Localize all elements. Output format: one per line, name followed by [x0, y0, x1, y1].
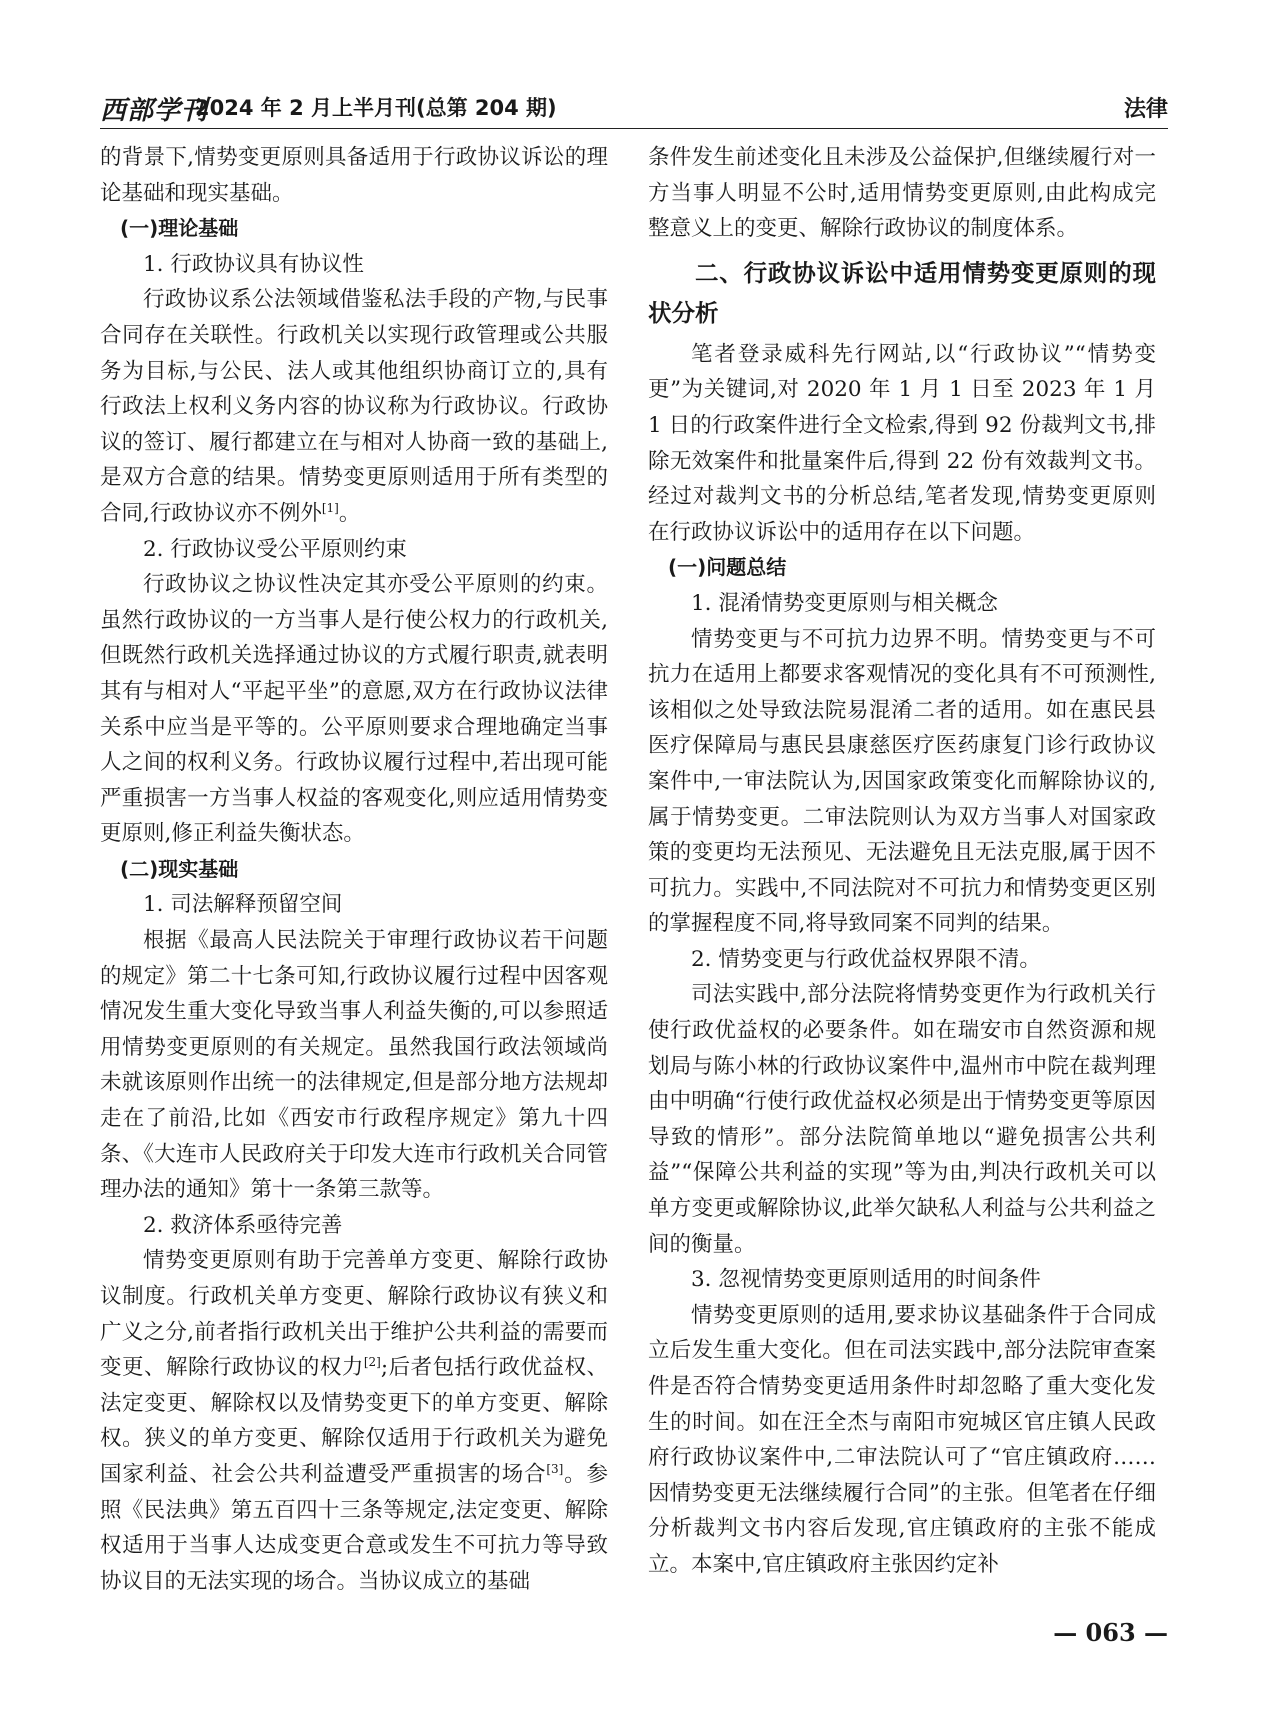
paragraph-continued: 条件发生前述变化且未涉及公益保护,但继续履行对一方当事人明显不公时,适用情势变更原则,由此构成完整意义上的变更、解除行政协议的制度体系。: [648, 145, 1156, 242]
sub-subheading: 1. 司法解释预留空间: [143, 892, 343, 918]
paragraph-text: 。参照《民法典》第五百四十三条等规定,法定变更、解除权适用于当事人达成变更合意或发生不可抗力等导致协议目的无法实现的场合。当协议成立的基础: [100, 1461, 608, 1594]
subsection-heading: (二)现实基础: [120, 856, 239, 881]
sub-subheading: 2. 救济体系亟待完善: [143, 1212, 343, 1238]
issue-info: 2024 年 2 月上半月刊(总第 204 期): [195, 96, 557, 120]
subsection-heading: (一)问题总结: [668, 555, 787, 580]
page-number: — 063 —: [1053, 1618, 1168, 1647]
right-column: [648, 140, 1156, 1583]
paragraph: [100, 282, 608, 531]
sub-subheading: 1. 行政协议具有协议性: [143, 251, 364, 277]
citation-ref: [3]: [546, 1461, 564, 1476]
paragraph: 情势变更与不可抗力边界不明。情势变更与不可抗力在适用上都要求客观情况的变化具有不可预测性,该相似之处导致法院易混淆二者的适用。如在惠民县医疗保障局与惠民县康慈医疗医药康复门诊行政协议案件中,一审法院认为,因国家政策变化而解除协议的,属于情势变更。二审法院则认为双方当事人对国家政策的变更均无法预见、无法避免且无法克服,属于因不可抗力。实践中,不同法院对不可抗力和情势变更区别的掌握程度不同,将导致同案不同判的结果。: [648, 626, 1156, 937]
citation-ref: [2]: [363, 1355, 381, 1370]
subsection-heading: (一)理论基础: [120, 216, 239, 241]
header-rule: [100, 128, 1168, 129]
paragraph-text: 情势变更原则有助于完善单方变更、解除行政协议制度。行政机关单方变更、解除行政协议有狭义和广义之分,前者指行政机关出于维护公共利益的需要而变更、解除行政协议的权力: [100, 1248, 608, 1381]
section-tag: 法律: [1123, 97, 1168, 122]
paragraph: 行政协议之协议性决定其亦受公平原则的约束。虽然行政协议的一方当事人是行使公权力的行政机关,但既然行政机关选择通过协议的方式履行职责,就表明其有与相对人“平起平坐”的意愿,双方在行政协议法律关系中应当是平等的。公平原则要求合理地确定当事人之间的权利义务。行政协议履行过程中,若出现可能严重损害一方当事人权益的客观变化,则应适用情势变更原则,修正利益失衡状态。: [100, 572, 608, 847]
paragraph-text: 。: [338, 500, 361, 526]
citation-ref: [1]: [321, 500, 339, 515]
paragraph: 根据《最高人民法院关于审理行政协议若干问题的规定》第二十七条可知,行政协议履行过程中因客观情况发生重大变化导致当事人利益失衡的,可以参照适用情势变更原则的有关规定。虽然我国行政法领域尚未就该原则作出统一的法律规定,但是部分地方法规却走在了前沿,比如《西安市行政程序规定》第九十四条、《大连市人民政府关于印发大连市行政机关合同管理办法的通知》第十一条第三款等。: [100, 928, 608, 1203]
paragraph: 笔者登录威科先行网站,以“行政协议”“情势变更”为关键词,对 2020 年 1 月 1 日至 2023 年 1 月 1 日的行政案件进行全文检索,得到 92 份裁判文书,排除无效案件和批量案件后,得到 22 份有效裁判文书。经过对裁判文书的分析总结,笔者发现,情势变更原则在行政协议诉讼中的适用存在以下问题。: [648, 341, 1156, 545]
section-heading: 二、行政协议诉讼中适用情势变更原则的现状分析: [648, 258, 1156, 327]
sub-subheading: 2. 情势变更与行政优益权界限不清。: [691, 946, 1041, 972]
paragraph-text: 行政协议系公法领域借鉴私法手段的产物,与民事合同存在关联性。行政机关以实现行政管理或公共服务为目标,与公民、法人或其他组织协商订立的,具有行政法上权利义务内容的协议称为行政协议。行政协议的签订、履行都建立在与相对人协商一致的基础上,是双方合意的结果。情势变更原则适用于所有类型的合同,行政协议亦不例外: [100, 287, 608, 526]
page-header: [100, 88, 1168, 128]
sub-subheading: 2. 行政协议受公平原则约束: [143, 536, 407, 562]
sub-subheading: 1. 混淆情势变更原则与相关概念: [691, 590, 998, 616]
sub-subheading: 3. 忽视情势变更原则适用的时间条件: [691, 1267, 1041, 1293]
paragraph: [100, 1243, 608, 1599]
paragraph: 情势变更原则的适用,要求协议基础条件于合同成立后发生重大变化。但在司法实践中,部分法院审查案件是否符合情势变更适用条件时却忽略了重大变化发生的时间。如在汪全杰与南阳市宛城区官庄镇人民政府行政协议案件中,二审法院认可了“官庄镇政府……因情势变更无法继续履行合同”的主张。但笔者在仔细分析裁判文书内容后发现,官庄镇政府的主张不能成立。本案中,官庄镇政府主张因约定补: [648, 1302, 1156, 1577]
paragraph: 司法实践中,部分法院将情势变更作为行政机关行使行政优益权的必要条件。如在瑞安市自然资源和规划局与陈小林的行政协议案件中,温州市中院在裁判理由中明确“行使行政优益权必须是出于情势变更等原因导致的情形”。部分法院简单地以“避免损害公共利益”“保障公共利益的实现”等为由,判决行政机关可以单方变更或解除协议,此举欠缺私人利益与公共利益之间的衡量。: [648, 982, 1156, 1257]
paragraph-continued: 的背景下,情势变更原则具备适用于行政协议诉讼的理论基础和现实基础。: [100, 145, 608, 206]
left-column: [100, 140, 608, 1599]
paragraph-text: ;后者包括行政优益权、法定变更、解除权以及情势变更下的单方变更、解除权。狭义的单方变更、解除仅适用于行政机关为避免国家利益、社会公共利益遭受严重损害的场合: [100, 1355, 608, 1487]
journal-logo: 西部学刊: [100, 96, 209, 126]
